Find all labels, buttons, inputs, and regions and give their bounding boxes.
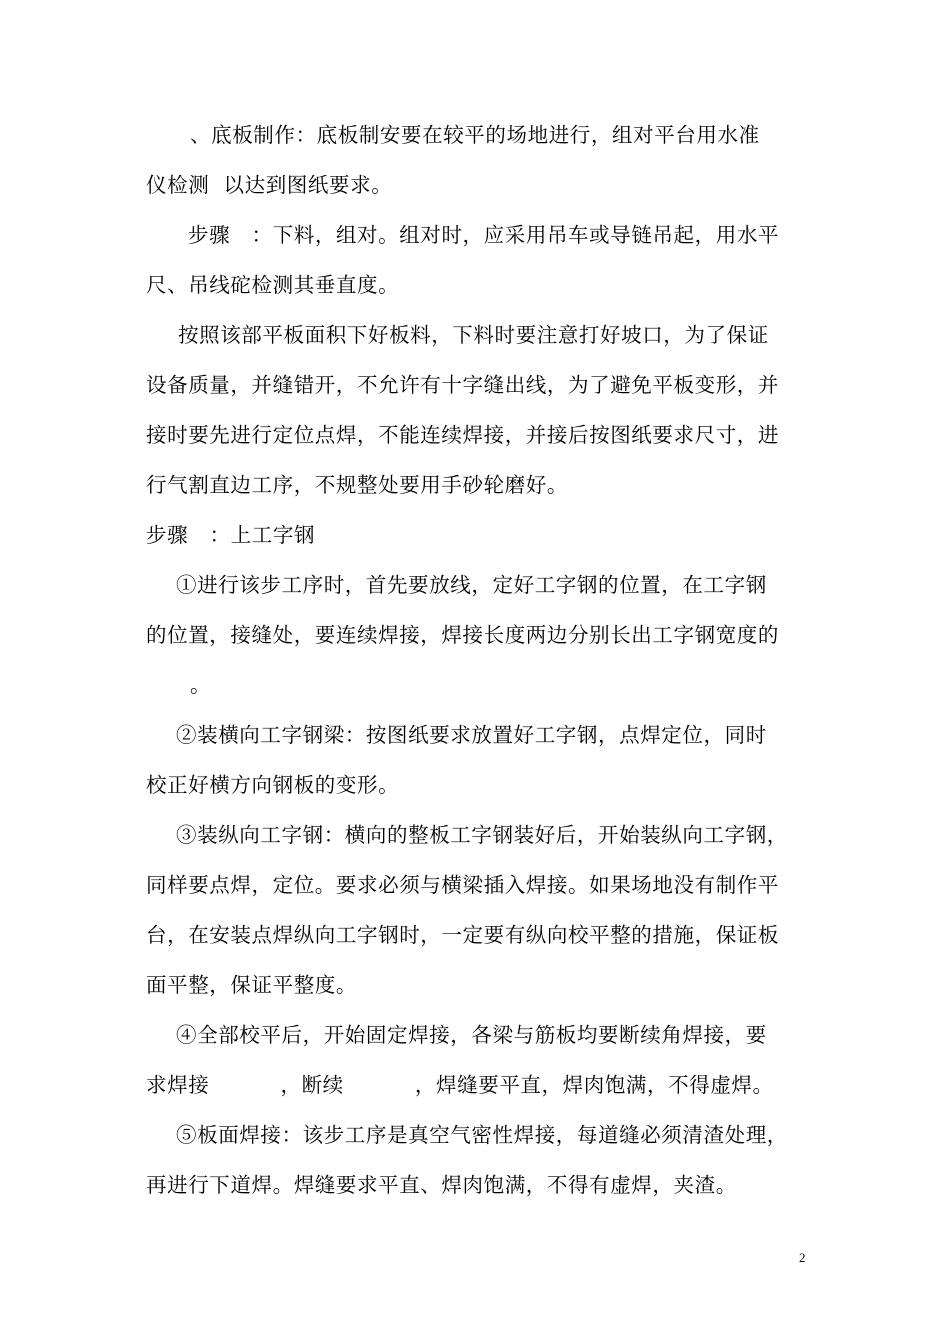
text-line-3: 步骤 ：下料，组对。组对时，应采用吊车或导链吊起，用水平 — [188, 223, 780, 247]
text-line-13: ②装横向工字钢梁：按图纸要求放置好工字钢，点焊定位，同时 — [176, 723, 767, 747]
text-line-18: 面平整，保证平整度。 — [146, 973, 357, 997]
text-line-2: 仪检测 以达到图纸要求。 — [146, 173, 393, 197]
text-line-20: 求焊接 ，断续 ，焊缝要平直，焊肉饱满，不得虚焊。 — [146, 1073, 774, 1097]
text-line-7: 接时要先进行定位点焊，不能连续焊接，并接后按图纸要求尺寸，进 — [146, 423, 779, 447]
text-line-22: 再进行下道焊。焊缝要求平直、焊肉饱满，不得有虚焊，夹渣。 — [146, 1173, 737, 1197]
text-line-11: 的位置，接缝处，要连续焊接，焊接长度两边分别长出工字钢宽度的 — [146, 623, 779, 647]
text-line-16: 同样要点焊，定位。要求必须与横梁插入焊接。如果场地没有制作平 — [146, 873, 779, 897]
text-line-21: ⑤板面焊接：该步工序是真空气密性焊接，每道缝必须清渣处理， — [176, 1123, 788, 1147]
text-line-8: 行气割直边工序，不规整处要用手砂轮磨好。 — [146, 473, 568, 497]
text-line-15: ③装纵向工字钢：横向的整板工字钢装好后，开始装纵向工字钢， — [176, 823, 788, 847]
text-line-4: 尺、吊线砣检测其垂直度。 — [146, 273, 400, 297]
step-heading: 步骤 ：上工字钢 — [146, 523, 316, 547]
text-line-14: 校正好横方向钢板的变形。 — [146, 773, 400, 797]
text-line-17: 台，在安装点焊纵向工字钢时，一定要有纵向校平整的措施，保证板 — [146, 923, 779, 947]
text-line-6: 设备质量，并缝错开，不允许有十字缝出线，为了避免平板变形，并 — [146, 373, 779, 397]
page-number: 2 — [799, 1250, 806, 1265]
text-line-12: 。 — [190, 673, 212, 697]
text-line-19: ④全部校平后，开始固定焊接，各梁与筋板均要断续角焊接，要 — [176, 1023, 767, 1047]
text-line-5: 按照该部平板面积下好板料，下料时要注意打好坡口，为了保证 — [178, 323, 769, 347]
text-line-1: 、底板制作：底板制安要在较平的场地进行，组对平台用水准 — [190, 123, 760, 147]
text-line-10: ①进行该步工序时，首先要放线，定好工字钢的位置，在工字钢 — [176, 573, 767, 597]
